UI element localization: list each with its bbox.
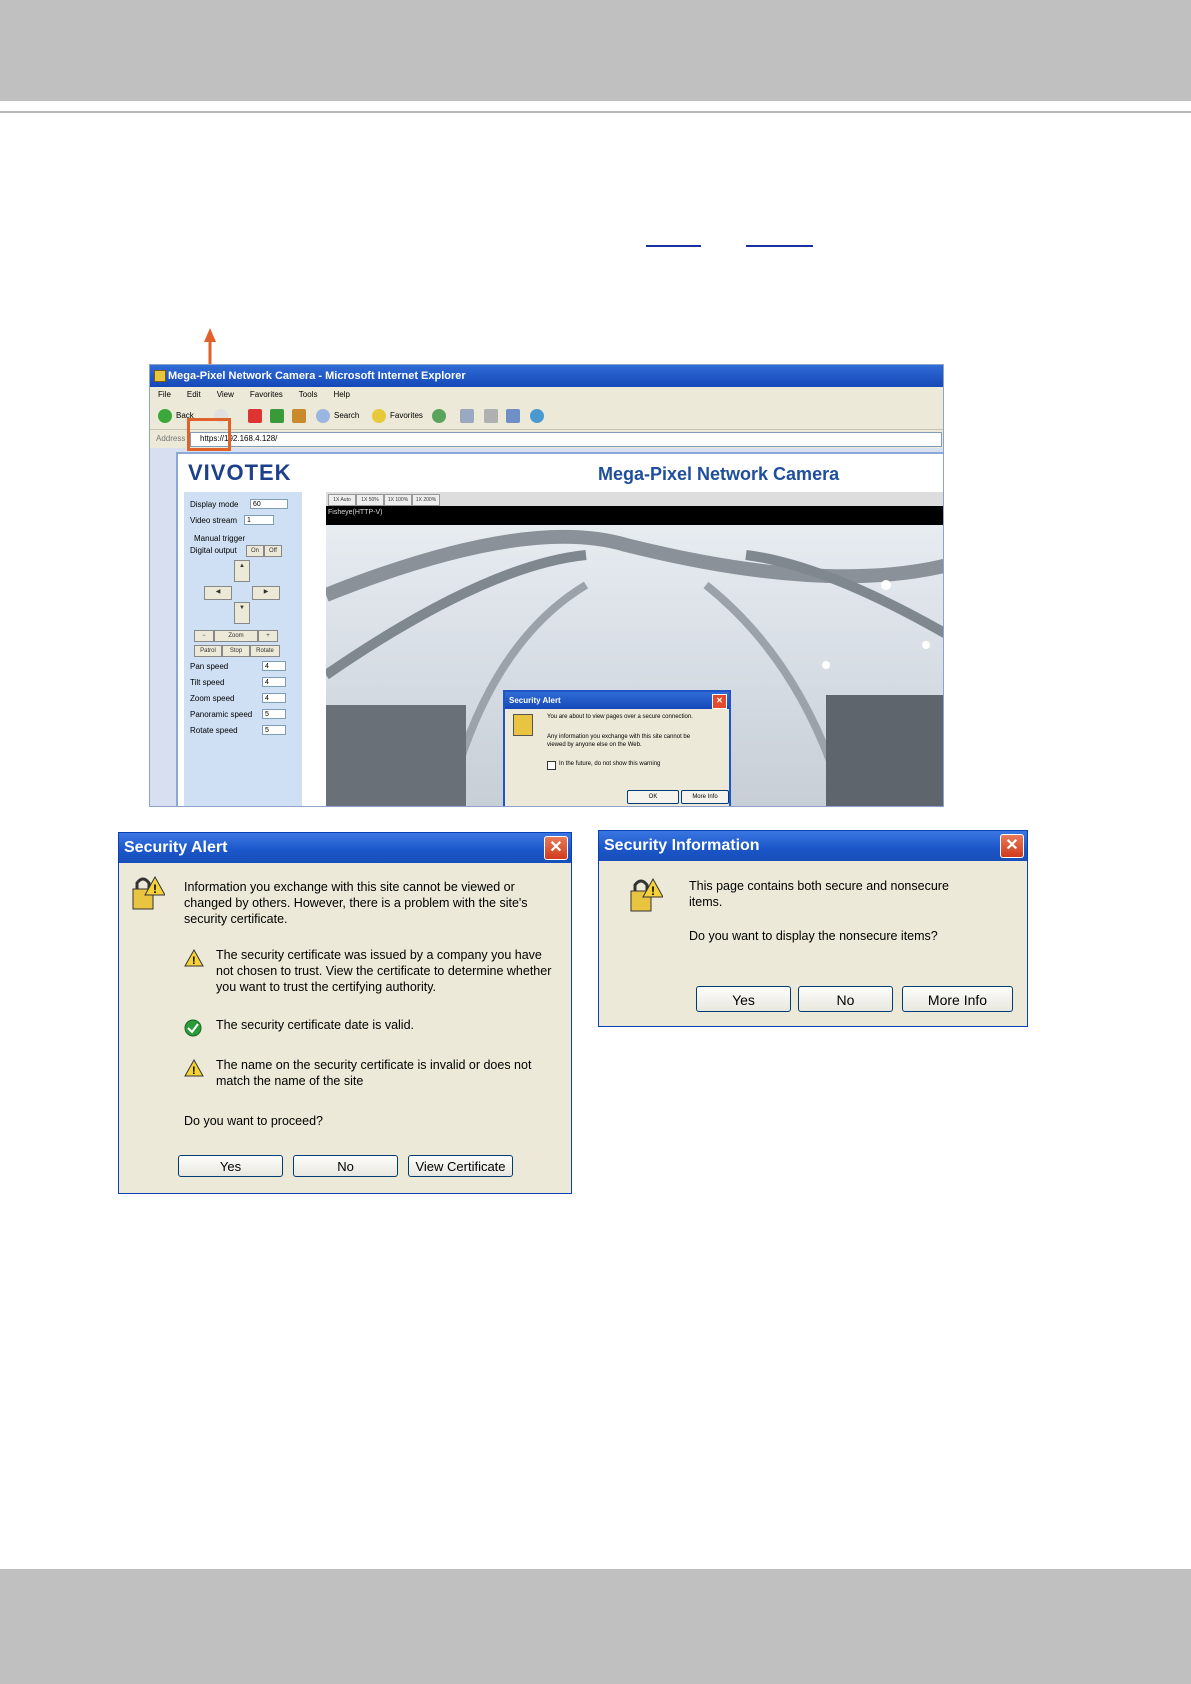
inline-alert-line2: Any information you exchange with this site cannot be (547, 734, 691, 740)
tilt-speed-select[interactable]: 4 (262, 677, 286, 687)
camera-web-panel (176, 452, 944, 807)
rotate-button[interactable]: Rotate (250, 645, 280, 657)
search-label[interactable]: Search (334, 411, 360, 420)
alert-intro-line1: Information you exchange with this site cannot be viewed or (184, 880, 515, 894)
alert-item1-line3: you want to trust the certifying authority. (216, 980, 437, 994)
alert-item3-line1: The name on the security certificate is invalid or does not (216, 1058, 532, 1072)
manual-trigger-label[interactable]: Manual trigger (194, 534, 246, 543)
zoom-out-button[interactable]: − (194, 630, 214, 642)
tilt-speed-label: Tilt speed (190, 678, 225, 687)
messenger-icon[interactable] (530, 409, 544, 423)
info-more-info-button[interactable]: More Info (902, 986, 1013, 1012)
security-alert-dialog (118, 832, 572, 1194)
info-line1: This page contains both secure and nonsecure (689, 879, 949, 893)
header-divider (0, 111, 1191, 113)
info-question: Do you want to display the nonsecure items? (689, 929, 938, 943)
inline-alert-close-icon[interactable]: ✕ (712, 694, 727, 709)
browser-screenshot (149, 364, 944, 807)
security-info-title: Security Information (604, 837, 760, 854)
warning-icon-2 (184, 1059, 204, 1077)
inline-alert-more-info-button[interactable]: More Info (681, 790, 729, 804)
address-bar (150, 430, 944, 448)
video-tab-auto[interactable]: 1X Auto (328, 494, 356, 506)
browser-title: Mega-Pixel Network Camera - Microsoft Internet Explorer (168, 370, 466, 382)
search-icon[interactable] (316, 409, 330, 423)
alert-item3-line2: match the name of the site (216, 1074, 364, 1088)
check-icon (184, 1019, 202, 1037)
view-certificate-button[interactable]: View Certificate (408, 1155, 513, 1177)
panoramic-speed-select[interactable]: 5 (262, 709, 286, 719)
pan-left-button[interactable]: ◀ (204, 586, 232, 600)
camera-page-title: Mega-Pixel Network Camera (598, 464, 840, 484)
address-label: Address (156, 434, 186, 443)
history-icon[interactable] (432, 409, 446, 423)
security-lock-icon (131, 873, 165, 913)
inline-alert-line1: You are about to view pages over a secure connection. (547, 714, 693, 720)
rotate-speed-label: Rotate speed (190, 726, 238, 735)
svg-text:!: ! (192, 955, 196, 967)
display-mode-select[interactable]: 60 (250, 499, 288, 509)
rotate-speed-select[interactable]: 5 (262, 725, 286, 735)
menu-favorites[interactable]: Favorites (249, 390, 283, 399)
home-icon[interactable] (292, 409, 306, 423)
video-stream-label: Video stream (190, 516, 237, 525)
menu-file[interactable]: File (158, 390, 171, 399)
print-icon[interactable] (484, 409, 498, 423)
video-tab-50[interactable]: 1X 50% (356, 494, 384, 506)
back-label[interactable]: Back (176, 411, 194, 420)
video-tabs (326, 492, 944, 506)
page-footer-band (0, 1569, 1191, 1684)
alert-item1-line1: The security certificate was issued by a company you have (216, 948, 542, 962)
pan-speed-select[interactable]: 4 (262, 661, 286, 671)
tilt-up-button[interactable]: ▲ (234, 560, 250, 582)
page-header-band (0, 0, 1191, 101)
browser-content (150, 448, 944, 807)
alert-item1-line2: not chosen to trust. View the certificate to determine whether (216, 964, 552, 978)
digital-output-on-button[interactable]: On (246, 545, 264, 557)
alert-yes-button[interactable]: Yes (178, 1155, 283, 1177)
menu-tools[interactable]: Tools (298, 390, 318, 399)
video-stream-select[interactable]: 1 (244, 515, 274, 525)
address-input[interactable] (190, 432, 942, 447)
browser-titlebar (150, 365, 944, 387)
info-line2: items. (689, 895, 723, 909)
menu-help[interactable]: Help (333, 390, 350, 399)
menu-view[interactable]: View (216, 390, 234, 399)
ie-icon (154, 370, 166, 382)
inline-security-alert (503, 690, 731, 807)
zoom-speed-select[interactable]: 4 (262, 693, 286, 703)
stop-button[interactable]: Stop (222, 645, 250, 657)
warning-icon (184, 949, 204, 967)
alert-item2: The security certificate date is valid. (216, 1018, 414, 1032)
underline-link-1[interactable] (646, 245, 701, 247)
inline-alert-title: Security Alert (509, 696, 561, 705)
pan-speed-label: Pan speed (190, 662, 229, 671)
security-alert-close-icon[interactable]: ✕ (544, 836, 568, 860)
svg-text:!: ! (153, 882, 157, 896)
back-icon[interactable] (158, 409, 172, 423)
inline-alert-checkbox[interactable] (547, 761, 556, 770)
favorites-icon[interactable] (372, 409, 386, 423)
vivotek-logo: VIVOTEK (188, 460, 292, 485)
alert-question: Do you want to proceed? (184, 1114, 323, 1128)
zoom-in-button[interactable]: + (258, 630, 278, 642)
video-caption: Fisheye(HTTP-V) (328, 509, 383, 516)
address-highlight-box (187, 418, 231, 451)
panoramic-speed-label: Panoramic speed (190, 710, 253, 719)
lock-icon (513, 714, 533, 736)
inline-alert-ok-button[interactable]: OK (627, 790, 679, 804)
edit-icon[interactable] (506, 409, 520, 423)
menu-edit[interactable]: Edit (186, 390, 201, 399)
security-lock-icon-2 (629, 875, 663, 915)
security-info-close-icon[interactable]: ✕ (1000, 834, 1024, 858)
video-tab-200[interactable]: 1X 200% (412, 494, 440, 506)
pan-right-button[interactable]: ▶ (252, 586, 280, 600)
digital-output-label: Digital output (190, 546, 237, 555)
address-url[interactable]: https://192.168.4.128/ (200, 434, 278, 443)
security-alert-title: Security Alert (124, 839, 228, 856)
zoom-label: Zoom (214, 630, 258, 642)
alert-intro-line3: security certificate. (184, 912, 288, 926)
info-no-button[interactable]: No (798, 986, 893, 1012)
info-yes-button[interactable]: Yes (696, 986, 791, 1012)
svg-text:!: ! (192, 1065, 196, 1077)
refresh-icon[interactable] (270, 409, 284, 423)
tilt-down-button[interactable]: ▼ (234, 602, 250, 624)
zoom-speed-label: Zoom speed (190, 694, 235, 703)
digital-output-off-button[interactable]: Off (264, 545, 282, 557)
inline-alert-line3: viewed by anyone else on the Web. (547, 742, 642, 748)
video-tab-100[interactable]: 1X 100% (384, 494, 412, 506)
svg-text:!: ! (651, 884, 655, 898)
underline-link-2[interactable] (746, 245, 813, 247)
control-panel (184, 492, 302, 807)
inline-alert-checkbox-label[interactable]: In the future, do not show this warning (559, 761, 661, 767)
stop-icon[interactable] (248, 409, 262, 423)
security-information-dialog (598, 830, 1028, 1027)
patrol-button[interactable]: Patrol (194, 645, 222, 657)
alert-intro-line2: changed by others. However, there is a problem with the site's (184, 896, 528, 910)
browser-menubar (150, 387, 944, 403)
alert-no-button[interactable]: No (293, 1155, 398, 1177)
favorites-label[interactable]: Favorites (390, 411, 423, 420)
mail-icon[interactable] (460, 409, 474, 423)
browser-toolbar (150, 403, 944, 430)
display-mode-label: Display mode (190, 500, 239, 509)
